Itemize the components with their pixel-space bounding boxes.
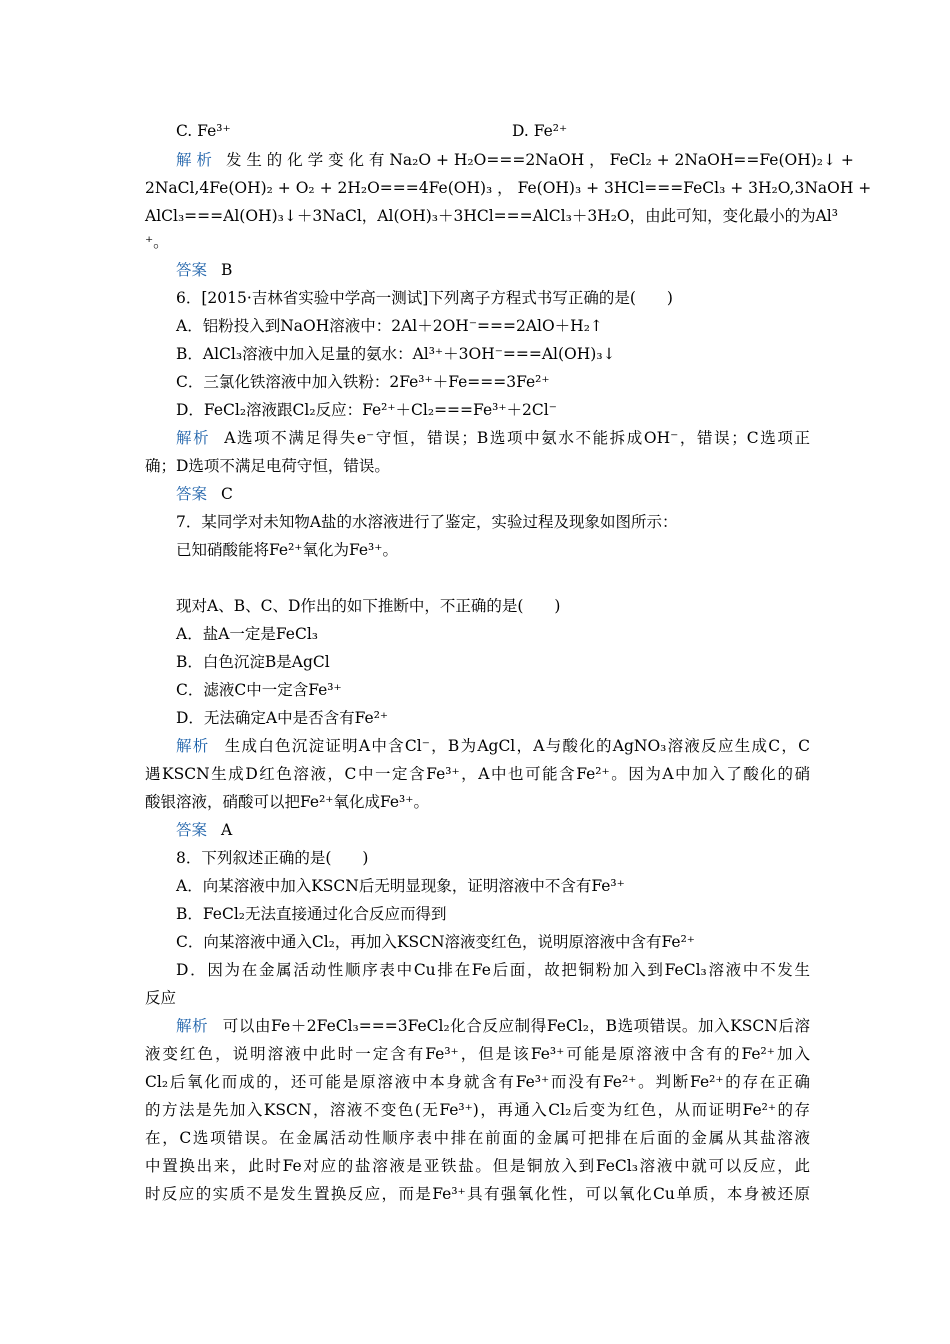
q8-explanation-line-2: 液变红色，说明溶液中此时一定含有Fe³⁺，但是该Fe³⁺可能是原溶液中含有的Fe²⁺加入	[145, 1045, 810, 1063]
answer-value: C	[221, 485, 233, 503]
q8-option-a: A．向某溶液中加入KSCN后无明显现象，证明溶液中不含有Fe³⁺	[176, 877, 625, 895]
q5-explanation-line-2: 2NaCl,4Fe(OH)₂ + O₂ + 2H₂O===4Fe(OH)₃ ， Fe(OH)₃ + 3HCl===FeCl₃ + 3H₂O,3NaOH +	[145, 179, 872, 197]
q8-option-b: B．FeCl₂无法直接通过化合反应而得到	[176, 905, 447, 923]
q8-explanation-line-6: 中置换出来，此时Fe对应的盐溶液是亚铁盐。但是铜放入到FeCl₃溶液中就可以反应，此	[145, 1157, 810, 1175]
answer-label: 答案	[176, 485, 208, 503]
q7-explanation-line-1: 解析 生成白色沉淀证明A中含Cl⁻，B为AgCl，A与酸化的AgNO₃溶液反应生成C，C	[176, 737, 810, 755]
q7-option-a: A．盐A一定是FeCl₃	[176, 625, 318, 643]
q5-answer	[176, 257, 810, 283]
q7-explanation-line-3: 酸银溶液，硝酸可以把Fe²⁺氧化成Fe³⁺。	[145, 793, 429, 811]
q6-explanation-line-2: 确；D选项不满足电荷守恒，错误。	[145, 457, 390, 475]
q6-option-d: D．FeCl₂溶液跟Cl₂反应：Fe²⁺＋Cl₂===Fe³⁺＋2Cl⁻	[176, 401, 557, 419]
answer-label: 答案	[176, 261, 208, 279]
q6-stem: 6．[2015·吉林省实验中学高一测试]下列离子方程式书写正确的是( )	[176, 289, 673, 307]
explanation-label: 解析	[176, 737, 210, 755]
q7-answer	[176, 817, 810, 843]
q6-option-a: A．铝粉投入到NaOH溶液中：2Al＋2OH⁻===2AlO＋H₂↑	[176, 317, 603, 335]
q5-option-c: C. Fe³⁺	[176, 122, 231, 140]
answer-value: B	[221, 261, 233, 279]
answer-label: 答案	[176, 821, 208, 839]
q6-answer	[176, 481, 810, 507]
q7-explanation-line-2: 遇KSCN生成D红色溶液，C中一定含Fe³⁺，A中也可能含Fe²⁺。因为A中加入了酸化的硝	[145, 765, 810, 783]
q7-option-c: C．滤液C中一定含Fe³⁺	[176, 681, 342, 699]
q7-note: 已知硝酸能将Fe²⁺氧化为Fe³⁺。	[176, 541, 398, 559]
q6-option-c: C．三氯化铁溶液中加入铁粉：2Fe³⁺＋Fe===3Fe²⁺	[176, 373, 550, 391]
q8-stem: 8．下列叙述正确的是( )	[176, 849, 369, 867]
explanation-label: 解析	[176, 1017, 209, 1035]
answer-value: A	[221, 821, 233, 839]
q5-explanation-line-3: AlCl₃===Al(OH)₃↓＋3NaCl，Al(OH)₃＋3HCl===AlCl₃＋3H₂O，由此可知，变化最小的为Al³	[145, 207, 838, 225]
q5-explanation-line-1: 解 析 发 生 的 化 学 变 化 有 Na₂O + H₂O===2NaOH ， FeCl₂ + 2NaOH==Fe(OH)₂↓ +	[176, 151, 854, 169]
q8-explanation-line-1: 解析 可以由Fe＋2FeCl₃===3FeCl₂化合反应制得FeCl₂，B选项错误。加入KSCN后溶	[176, 1017, 810, 1035]
q7-option-d: D．无法确定A中是否含有Fe²⁺	[176, 709, 389, 727]
q8-option-d-line-2: 反应	[145, 989, 177, 1007]
q6-option-b: B．AlCl₃溶液中加入足量的氨水：Al³⁺＋3OH⁻===Al(OH)₃↓	[176, 345, 616, 363]
q8-explanation-line-4: 的方法是先加入KSCN，溶液不变色(无Fe³⁺)，再通入Cl₂后变为红色，从而证明Fe²⁺的存	[145, 1101, 810, 1119]
q7-stem: 7．某同学对未知物A盐的水溶液进行了鉴定，实验过程及现象如图所示：	[176, 513, 678, 531]
q8-explanation-line-5: 在，C选项错误。在金属活动性顺序表中排在前面的金属可把排在后面的金属从其盐溶液	[145, 1129, 810, 1147]
q6-explanation-line-1: 解析 A选项不满足得失e⁻守恒，错误；B选项中氨水不能拆成OH⁻，错误；C选项正	[176, 429, 810, 447]
q7-option-b: B．白色沉淀B是AgCl	[176, 653, 330, 671]
q5-explanation-line-4: ⁺。	[145, 233, 169, 251]
q8-option-c: C．向某溶液中通入Cl₂，再加入KSCN溶液变红色，说明原溶液中含有Fe²⁺	[176, 933, 695, 951]
q5-option-d: D. Fe²⁺	[512, 122, 568, 140]
q8-explanation-line-7: 时反应的实质不是发生置换反应，而是Fe³⁺具有强氧化性，可以氧化Cu单质，本身被还原	[145, 1185, 810, 1203]
explanation-label: 解 析	[176, 151, 212, 169]
q7-question: 现对A、B、C、D作出的如下推断中，不正确的是( )	[176, 597, 561, 615]
q8-explanation-line-3: Cl₂后氧化而成的，还可能是原溶液中本身就含有Fe³⁺而没有Fe²⁺。判断Fe²⁺的存在正确	[145, 1073, 810, 1091]
explanation-label: 解析	[176, 429, 211, 447]
q8-option-d-line-1: D．因为在金属活动性顺序表中Cu排在Fe后面，故把铜粉加入到FeCl₃溶液中不发生	[176, 961, 810, 979]
